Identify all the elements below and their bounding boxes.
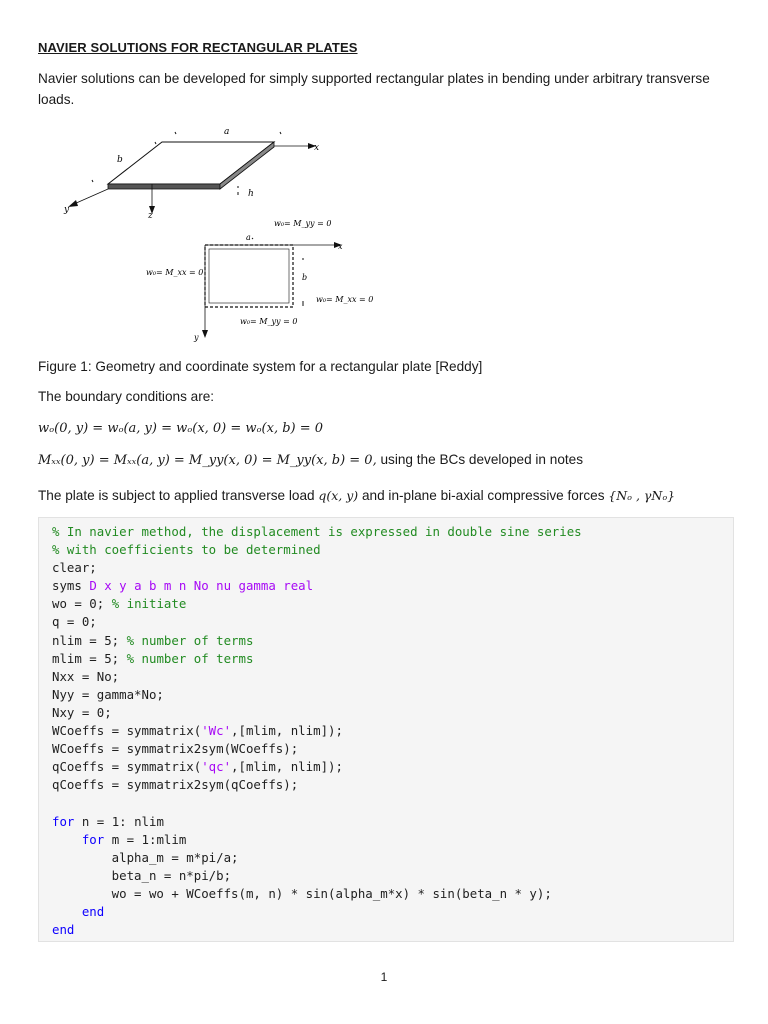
bc-bottom: w₀= M_yy = 0 — [240, 317, 298, 326]
code-line — [52, 794, 733, 812]
code-token: WCoeffs = symmatrix2sym(WCoeffs); — [52, 741, 299, 757]
code-token: end — [52, 922, 75, 938]
equation-moment-bc — [38, 452, 583, 468]
code-token: for — [52, 813, 75, 829]
code-token: D x y a b m n No nu gamma real — [89, 578, 314, 594]
bc-left: w₀= M_xx = 0 — [146, 268, 204, 277]
code-token: % In navier method, the displacement is expressed in double sine series — [52, 524, 582, 539]
equation-displacement-bc: wₒ(0, y) = wₒ(a, y) = wₒ(x, 0) = wₒ(x, b) = 0 — [38, 421, 324, 436]
code-token: beta_n = n*pi/b; — [52, 867, 232, 883]
figure-caption: Figure 1: Geometry and coordinate system for a rectangular plate [Reddy] — [38, 359, 483, 374]
iso-label-z: z — [148, 211, 153, 221]
code-token: wo = 0; — [52, 596, 112, 612]
code-line — [52, 595, 733, 613]
plan-view — [146, 219, 373, 342]
code-token: % number of terms — [126, 632, 254, 648]
code-line — [52, 776, 733, 794]
code-token: % with coefficients to be determined — [52, 542, 321, 558]
plan-label-a: a — [246, 233, 251, 242]
code-line — [52, 903, 733, 921]
equation-moment-math: Mₓₓ(0, y) = Mₓₓ(a, y) = M_yy(x, 0) = M_yy(x, b) = 0, — [38, 453, 377, 468]
code-token: 'Wc' — [201, 723, 232, 739]
code-line — [52, 849, 733, 867]
code-token: clear; — [52, 560, 97, 576]
section-title: NAVIER SOLUTIONS FOR RECTANGULAR PLATES — [38, 40, 358, 55]
code-token: q = 0; — [52, 614, 97, 630]
code-line — [52, 704, 733, 722]
matlab-code-block — [38, 517, 734, 942]
load-paragraph — [38, 485, 675, 506]
code-line — [52, 867, 733, 885]
code-token: ,[mlim, nlim]); — [231, 723, 343, 739]
code-token: wo = wo + WCoeffs(m, n) * sin(alpha_m*x) * sin(beta_n * y); — [52, 885, 552, 901]
code-token: Nxx = No; — [52, 668, 120, 684]
code-token: for — [81, 831, 105, 847]
code-token: WCoeffs = symmatrix( — [52, 723, 202, 739]
code-token — [52, 832, 82, 847]
code-token: % number of terms — [126, 650, 254, 666]
iso-label-y: y — [64, 205, 70, 215]
code-token: Nyy = gamma*No; — [52, 686, 164, 702]
code-token: ,[mlim, nlim]); — [231, 759, 343, 775]
code-token: mlim = 5; — [52, 650, 127, 666]
code-token: qCoeffs = symmatrix( — [52, 759, 202, 775]
isometric-plate — [63, 127, 319, 221]
code-token — [52, 904, 82, 919]
code-line — [52, 668, 733, 686]
page-number: 1 — [380, 970, 388, 984]
code-token: alpha_m = m*pi/a; — [52, 849, 239, 865]
code-line — [52, 541, 733, 559]
bc-top: w₀= M_yy = 0 — [274, 219, 332, 228]
code-line — [52, 758, 733, 776]
code-token: Nxy = 0; — [52, 704, 112, 720]
code-token: % initiate — [111, 596, 187, 612]
iso-label-b: b — [117, 155, 123, 165]
code-line — [52, 813, 733, 831]
code-line — [52, 632, 733, 650]
intro-paragraph: Navier solutions can be developed for simply supported rectangular plates in bending under arbitrary transverse loads. — [38, 71, 710, 107]
iso-label-x: x — [314, 143, 320, 153]
code-line — [52, 613, 733, 631]
code-line — [52, 577, 733, 595]
code-token: n = 1: nlim — [74, 813, 164, 829]
load-text-before: The plate is subject to applied transverse load — [38, 488, 319, 503]
code-token: qCoeffs = symmatrix2sym(qCoeffs); — [52, 777, 299, 793]
plan-label-x: x — [338, 242, 343, 251]
load-q-math: q(x, y) — [318, 488, 359, 503]
load-text-middle: and in-plane bi-axial compressive forces — [358, 488, 609, 503]
code-line — [52, 523, 733, 541]
bc-right: w₀= M_xx = 0 — [316, 295, 374, 304]
code-token: 'qc' — [201, 759, 232, 775]
equation-moment-text: using the BCs developed in notes — [376, 452, 584, 467]
code-line — [52, 740, 733, 758]
code-line — [52, 921, 733, 939]
code-line — [52, 885, 733, 903]
load-forces-math: {Nₒ , γNₒ} — [608, 488, 676, 503]
code-token: end — [81, 903, 105, 919]
iso-label-h: h — [248, 189, 254, 199]
code-line — [52, 559, 733, 577]
boundary-conditions-label: The boundary conditions are: — [38, 389, 215, 404]
code-line — [52, 686, 733, 704]
code-line — [52, 831, 733, 849]
code-token: m = 1:mlim — [104, 831, 187, 847]
plate-figure — [52, 122, 382, 347]
plan-label-y: y — [194, 333, 199, 342]
code-line — [52, 650, 733, 668]
code-token: nlim = 5; — [52, 632, 127, 648]
iso-label-a: a — [224, 127, 230, 137]
code-line — [52, 722, 733, 740]
code-token: syms — [52, 578, 90, 594]
plan-label-b: b — [302, 273, 308, 282]
